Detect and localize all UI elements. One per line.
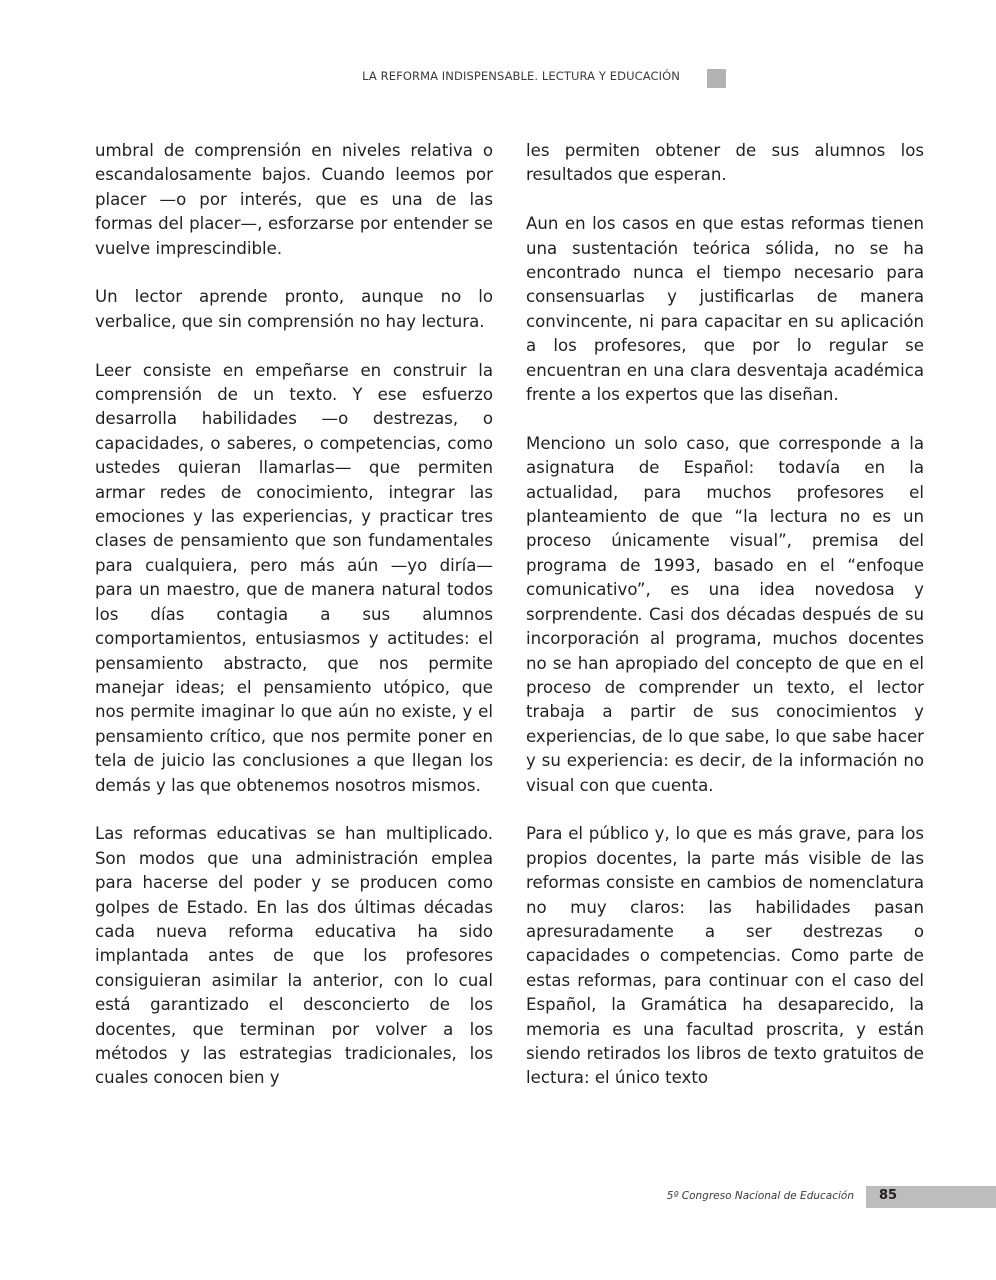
left-text-column: [95, 139, 493, 1091]
paragraph: Un lector aprende pronto, aunque no lo verbalice, que sin comprensión no hay lectura.: [95, 287, 493, 331]
paragraph: Las reformas educativas se han multiplicado. Son modos que una administración emplea para hacerse del poder y se producen como golpes de Estado. En las dos últimas décadas cada nueva reforma educativa ha sido implantada antes de que los profesores consiguieran asimilar la anterior, con lo cual está garantizado el desconcierto de los docentes, que terminan por volver a los métodos y las estrategias tradicionales, los cuales conocen bien y: [95, 824, 493, 1088]
header-marker-square: [707, 69, 726, 88]
paragraph: Leer consiste en empeñarse en construir la comprensión de un texto. Y ese esfuerzo desarrolla habilidades —o destrezas, o capacidades, o saberes, o competencias, como ustedes quieran llamarlas— que permiten armar redes de conocimiento, integrar las emociones y las experiencias, y practicar tres clases de pensamiento que son fundamentales para cualquiera, pero más aún —yo diría— para un maestro, que de manera natural todos los días contagia a sus alumnos comportamientos, entusiasmos y actitudes: el pensamiento abstracto, que nos permite manejar ideas; el pensamiento utópico, que nos permite imaginar lo que aún no existe, y el pensamiento crítico, que nos permite poner en tela de juicio las conclusiones a que llegan los demás y las que obtenemos nosotros mismos.: [95, 360, 493, 795]
paragraph: umbral de comprensión en niveles relativa o escandalosamente bajos. Cuando leemos por placer —o por interés, que es una de las formas del placer—, esforzarse por entender se vuelve imprescindible.: [95, 141, 493, 258]
paragraph: Para el público y, lo que es más grave, para los propios docentes, la parte más visible de las reformas consiste en cambios de nomenclatura no muy claros: las habilidades pasan apresuradamente a ser destrezas o capacidades o competencias. Como parte de estas reformas, para continuar con el caso del Español, la Gramática ha desaparecido, la memoria es una facultad proscrita, y están siendo retirados los libros de texto gratuitos de lectura: el único texto: [526, 824, 924, 1088]
page-number: 85: [879, 1188, 898, 1203]
footer-publication-title: 5º Congreso Nacional de Educación: [666, 1190, 854, 1202]
paragraph: les permiten obtener de sus alumnos los resultados que esperan.: [526, 141, 924, 185]
paragraph: Menciono un solo caso, que corresponde a la asignatura de Español: todavía en la actualidad, para muchos profesores el planteamiento de que “la lectura no es un proceso únicamente visual”, premisa del programa de 1993, basado en el “enfoque comunicativo”, es una idea novedosa y sorprendente. Casi dos décadas después de su incorporación al programa, muchos docentes no se han apropiado del concepto de que en el proceso de comprender un texto, el lector trabaja a partir de sus conocimientos y experiencias, de lo que sabe, lo que sabe hacer y su experiencia: es decir, de la información no visual con que cuenta.: [526, 433, 924, 795]
running-header-title: LA REFORMA INDISPENSABLE. LECTURA Y EDUCACIÓN: [362, 69, 680, 83]
paragraph: Aun en los casos en que estas reformas tienen una sustentación teórica sólida, no se ha encontrado nunca el tiempo necesario para consensuarlas y justificarlas de manera convincente, ni para capacitar en su aplicación a los profesores, que por lo regular se encuentran en una clara desventaja académica frente a los expertos que las diseñan.: [526, 214, 924, 405]
right-text-column: [526, 139, 924, 1091]
